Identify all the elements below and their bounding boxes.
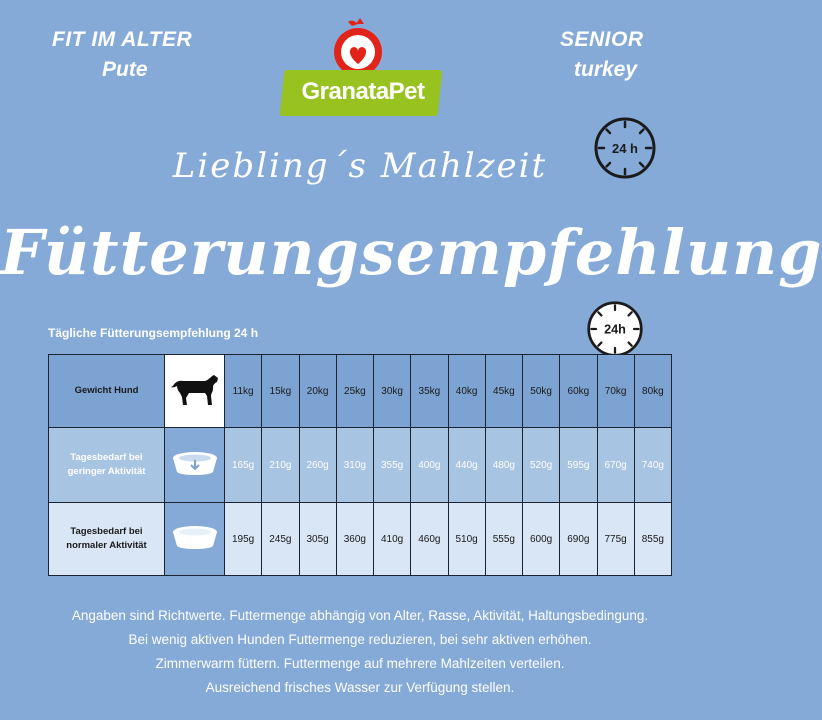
feeding-table xyxy=(48,354,672,576)
value-cell: 595g xyxy=(560,428,597,503)
note-line: Bei wenig aktiven Hunden Futtermenge reduzieren, bei sehr aktiven erhöhen. xyxy=(128,632,592,647)
product-line-en: SENIOR xyxy=(560,28,644,51)
note-line: Zimmerwarm füttern. Futtermenge auf mehrere Mahlzeiten verteilen. xyxy=(155,656,565,671)
value-cell: 355g xyxy=(374,428,411,503)
weight-cell: 15kg xyxy=(262,355,299,428)
value-cell: 775g xyxy=(597,503,634,576)
bowl-icon xyxy=(169,520,221,556)
value-cell: 310g xyxy=(336,428,373,503)
weight-cell: 20kg xyxy=(299,355,336,428)
value-cell: 510g xyxy=(448,503,485,576)
row-label-weight: Gewicht Hund xyxy=(49,355,165,428)
value-cell: 520g xyxy=(523,428,560,503)
brand-logo xyxy=(282,18,442,118)
flavor-de: Pute xyxy=(102,58,148,81)
brand-name: GranataPet xyxy=(301,78,425,105)
value-cell: 555g xyxy=(485,503,522,576)
bowl-cell-low xyxy=(165,428,225,503)
dog-cell xyxy=(165,355,225,428)
clock-small-label: 24h xyxy=(604,322,626,337)
weight-cell: 50kg xyxy=(523,355,560,428)
row-label-low-activity xyxy=(49,428,165,503)
value-cell: 690g xyxy=(560,503,597,576)
table-row-normal-activity xyxy=(49,503,672,576)
row-label-line: normaler Aktivität xyxy=(66,540,147,551)
value-cell: 165g xyxy=(225,428,262,503)
value-cell: 400g xyxy=(411,428,448,503)
dog-icon xyxy=(169,372,221,408)
weight-cell: 70kg xyxy=(597,355,634,428)
value-cell: 305g xyxy=(299,503,336,576)
headline-subtitle: Liebling´s Mahlzeit xyxy=(172,146,548,186)
value-cell: 210g xyxy=(262,428,299,503)
weight-cell: 35kg xyxy=(411,355,448,428)
weight-cell: 30kg xyxy=(374,355,411,428)
table-caption: Tägliche Fütterungsempfehlung 24 h xyxy=(48,326,259,340)
value-cell: 600g xyxy=(523,503,560,576)
value-cell: 480g xyxy=(485,428,522,503)
flavor-en: turkey xyxy=(574,58,638,81)
weight-cell: 11kg xyxy=(225,355,262,428)
row-label-line: Tagesbedarf bei xyxy=(70,526,143,537)
value-cell: 260g xyxy=(299,428,336,503)
weight-cell: 40kg xyxy=(448,355,485,428)
row-label-normal-activity xyxy=(49,503,165,576)
clock-label: 24 h xyxy=(611,141,639,156)
value-cell: 245g xyxy=(262,503,299,576)
value-cell: 360g xyxy=(336,503,373,576)
row-label-line: geringer Aktivität xyxy=(67,466,146,477)
value-cell: 670g xyxy=(597,428,634,503)
table-row-low-activity xyxy=(49,428,672,503)
table-row-weight xyxy=(49,355,672,428)
value-cell: 440g xyxy=(448,428,485,503)
bowl-cell-normal xyxy=(165,503,225,576)
headline-title: Fütterungsempfehlung xyxy=(0,216,822,289)
weight-cell: 25kg xyxy=(336,355,373,428)
feeding-notes xyxy=(0,604,720,700)
clock-24h-small-icon xyxy=(586,300,644,358)
product-line-de: FIT IM ALTER xyxy=(52,28,193,51)
value-cell: 740g xyxy=(634,428,671,503)
value-cell: 195g xyxy=(225,503,262,576)
value-cell: 460g xyxy=(411,503,448,576)
value-cell: 410g xyxy=(374,503,411,576)
weight-cell: 45kg xyxy=(485,355,522,428)
value-cell: 855g xyxy=(634,503,671,576)
weight-cell: 60kg xyxy=(560,355,597,428)
note-line: Angaben sind Richtwerte. Futtermenge abhängig von Alter, Rasse, Aktivität, Haltungsbedingung. xyxy=(71,608,649,623)
weight-cell: 80kg xyxy=(634,355,671,428)
bowl-reduced-icon xyxy=(169,446,221,482)
note-line: Ausreichend frisches Wasser zur Verfügung stellen. xyxy=(205,680,515,695)
row-label-line: Tagesbedarf bei xyxy=(70,452,143,463)
